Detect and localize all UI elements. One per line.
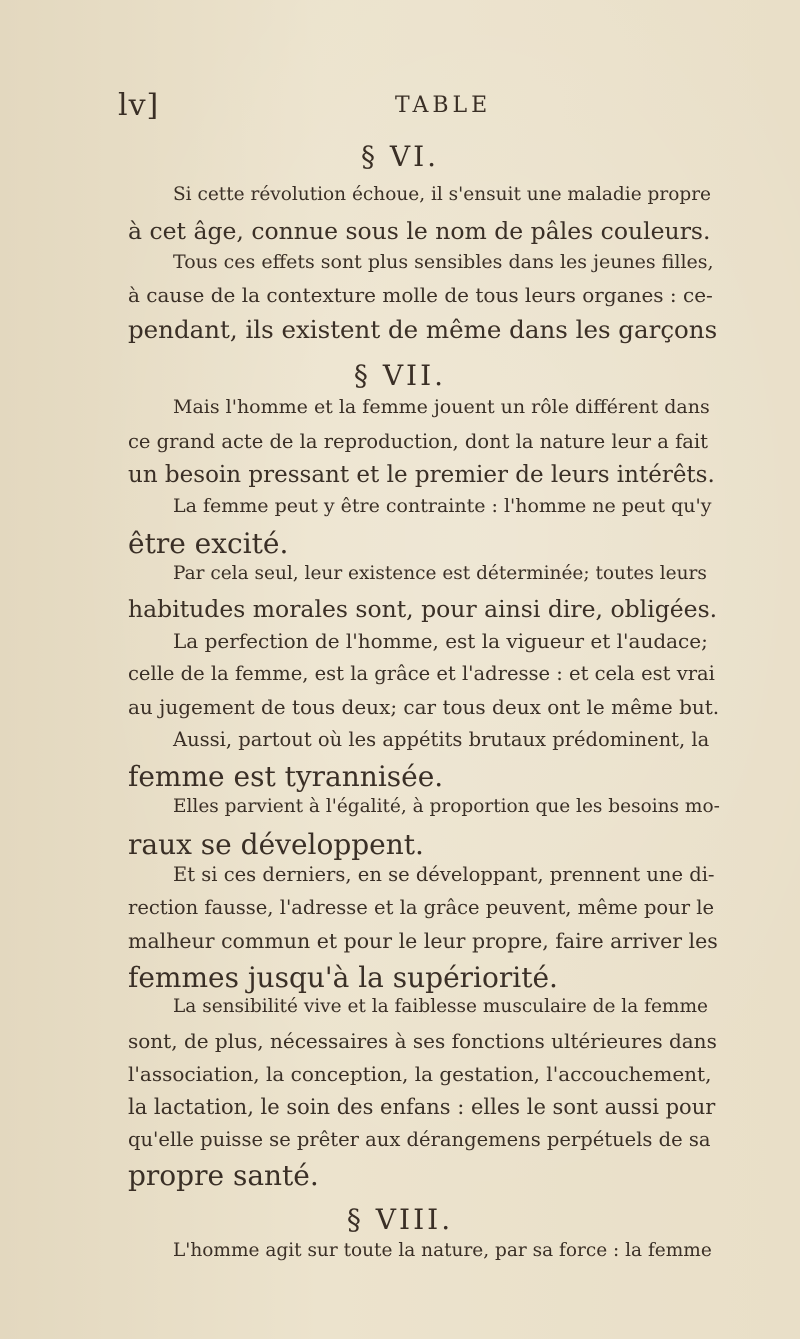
text-line: Par cela seul, leur existence est déterminée; toutes leurs <box>173 563 707 584</box>
text-line: propre santé. <box>128 1159 319 1192</box>
text-line: La sensibilité vive et la faiblesse musculaire de la femme <box>173 996 708 1017</box>
text-line: au jugement de tous deux; car tous deux ont le même but. <box>128 695 720 719</box>
text-line: à cet âge, connue sous le nom de pâles couleurs. <box>128 217 711 245</box>
text-line: à cause de la contexture molle de tous leurs organes : ce- <box>128 283 713 307</box>
text-line: Si cette révolution échoue, il s'ensuit une maladie propre <box>173 184 711 205</box>
page-number: lv] <box>118 88 160 123</box>
text-line: femme est tyrannisée. <box>128 760 444 793</box>
text-line: femmes jusqu'à la supériorité. <box>128 961 558 994</box>
text-line: être excité. <box>128 527 289 560</box>
text-line: raux se développent. <box>128 828 424 861</box>
text-line: La perfection de l'homme, est la vigueur et l'audace; <box>173 629 708 653</box>
text-line: ce grand acte de la reproduction, dont la nature leur a fait <box>128 430 708 453</box>
text-line: Et si ces derniers, en se développant, prennent une di- <box>173 863 715 886</box>
text-line: L'homme agit sur toute la nature, par sa force : la femme <box>173 1240 712 1261</box>
section-heading-viii: § VIII. <box>346 1203 454 1236</box>
text-line: Aussi, partout où les appétits brutaux prédominent, la <box>173 728 710 751</box>
text-line: rection fausse, l'adresse et la grâce peuvent, même pour le <box>128 896 715 919</box>
running-title: TABLE <box>395 93 492 118</box>
text-line: malheur commun et pour le leur propre, faire arriver les <box>128 929 718 953</box>
text-line: sont, de plus, nécessaires à ses fonctions ultérieures dans <box>128 1029 717 1053</box>
text-line: La femme peut y être contrainte : l'homme ne peut qu'y <box>173 495 712 517</box>
text-line: qu'elle puisse se prêter aux dérangemens perpétuels de sa <box>128 1128 711 1151</box>
section-heading-vi: § VI. <box>360 140 440 173</box>
text-line: Mais l'homme et la femme jouent un rôle différent dans <box>173 396 710 418</box>
text-line: Elles parvient à l'égalité, à proportion que les besoins mo- <box>173 796 720 817</box>
section-heading-vii: § VII. <box>353 359 447 392</box>
text-line: l'association, la conception, la gestation, l'accouchement, <box>128 1062 712 1086</box>
text-line: pendant, ils existent de même dans les garçons <box>128 315 718 344</box>
text-line: un besoin pressant et le premier de leurs intérêts. <box>128 462 715 488</box>
text-line: Tous ces effets sont plus sensibles dans les jeunes filles, <box>173 251 714 273</box>
text-line: celle de la femme, est la grâce et l'adresse : et cela est vrai <box>128 662 715 685</box>
text-line: habitudes morales sont, pour ainsi dire, obligées. <box>128 595 718 623</box>
text-line: la lactation, le soin des enfans : elles le sont aussi pour <box>128 1095 716 1119</box>
